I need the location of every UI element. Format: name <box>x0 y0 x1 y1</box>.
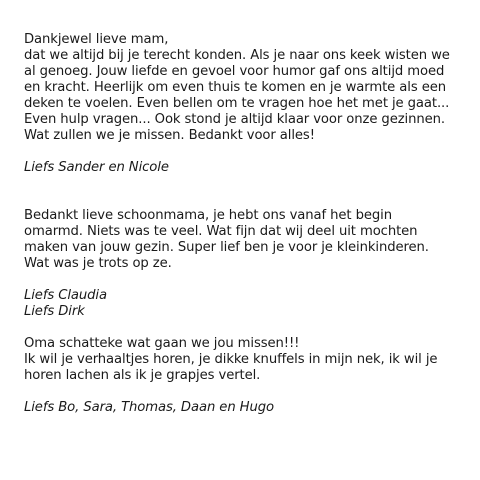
message-line: dat we altijd bij je terecht konden. Als je naar ons keek wisten we <box>24 48 450 63</box>
message-signature <box>24 160 464 176</box>
message-line: deken te voelen. Even bellen om te vragen hoe het met je gaat... <box>24 96 450 111</box>
message-line: omarmd. Niets was te veel. Wat fijn dat wij deel uit mochten <box>24 224 418 239</box>
message-line: maken van jouw gezin. Super lief ben je voor je kleinkinderen. <box>24 240 429 255</box>
signature-line: Liefs Sander en Nicole <box>24 160 169 175</box>
message-signature <box>24 288 464 320</box>
message-line: Bedankt lieve schoonmama, je hebt ons vanaf het begin <box>24 208 392 223</box>
message-body <box>24 336 464 384</box>
message-body <box>24 32 464 144</box>
message-line: Oma schatteke wat gaan we jou missen!!! <box>24 336 300 351</box>
message-line: al genoeg. Jouw liefde en gevoel voor humor gaf ons altijd moed <box>24 64 445 79</box>
message-line: Wat zullen we je missen. Bedankt voor alles! <box>24 128 315 143</box>
message-line: Ik wil je verhaaltjes horen, je dikke knuffels in mijn nek, ik wil je <box>24 352 438 367</box>
message-line: horen lachen als ik je grapjes vertel. <box>24 368 261 383</box>
message-signature <box>24 400 464 416</box>
message-line: Wat was je trots op ze. <box>24 256 172 271</box>
signature-line: Liefs Bo, Sara, Thomas, Daan en Hugo <box>24 400 274 415</box>
message-line: Even hulp vragen... Ook stond je altijd klaar voor onze gezinnen. <box>24 112 445 127</box>
signature-line: Liefs Dirk <box>24 304 85 319</box>
message-line: Dankjewel lieve mam, <box>24 32 169 47</box>
signature-line: Liefs Claudia <box>24 288 107 303</box>
message-body <box>24 208 464 272</box>
message-line: en kracht. Heerlijk om even thuis te komen en je warmte als een <box>24 80 446 95</box>
